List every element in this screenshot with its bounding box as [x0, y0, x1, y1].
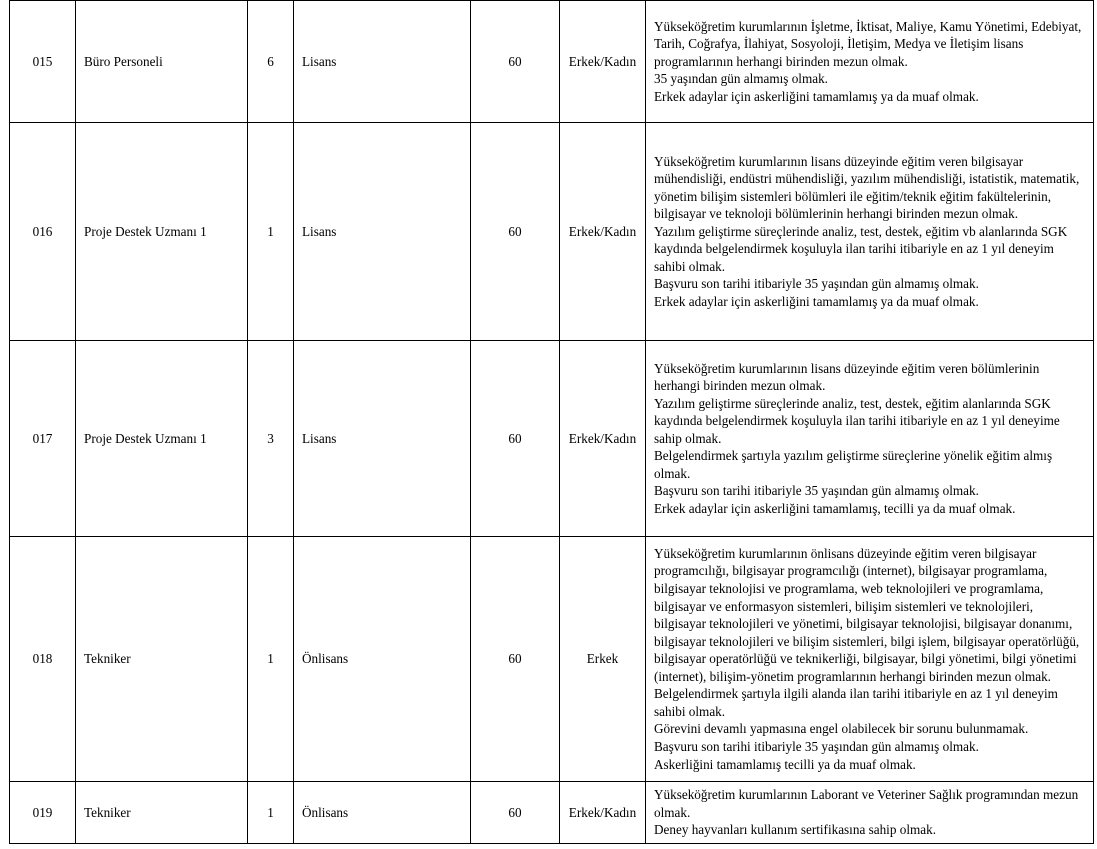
- cell-title: Büro Personeli: [76, 1, 248, 123]
- cell-kpss-score: 60: [471, 782, 560, 844]
- cell-count: 1: [248, 123, 294, 341]
- cell-gender: Erkek/Kadın: [560, 1, 646, 123]
- cell-requirements: [646, 341, 1094, 537]
- table-row: [10, 1, 1094, 123]
- cell-count: 3: [248, 341, 294, 537]
- requirement-line: Görevini devamlı yapmasına engel olabilecek bir sorunu bulunmamak.: [654, 721, 1029, 737]
- cell-gender: Erkek/Kadın: [560, 341, 646, 537]
- cell-code: 018: [10, 537, 76, 782]
- requirement-line: Erkek adaylar için askerliğini tamamlamış, tecilli ya da muaf olmak.: [654, 500, 1016, 516]
- table-row: [10, 123, 1094, 341]
- job-positions-table: [9, 0, 1094, 844]
- requirement-line: Belgelendirmek şartıyla ilgili alanda ilan tarihi itibariyle en az 1 yıl deneyim sahibi olmak.: [654, 686, 1058, 719]
- cell-title: Tekniker: [76, 537, 248, 782]
- cell-education: Önlisans: [294, 537, 471, 782]
- table-row: [10, 782, 1094, 844]
- cell-gender: Erkek/Kadın: [560, 782, 646, 844]
- cell-requirements: [646, 782, 1094, 844]
- requirement-line: Yükseköğretim kurumlarının İşletme, İktisat, Maliye, Kamu Yönetimi, Edebiyat, Tarih, Coğrafya, İlahiyat, Sosyoloji, İletişim, Medya ve İletişim lisans programlarının herhangi birinden mezun olmak.: [654, 18, 1082, 69]
- cell-code: 015: [10, 1, 76, 123]
- requirement-line: Başvuru son tarihi itibariyle 35 yaşından gün almamış olmak.: [654, 738, 979, 754]
- requirement-line: Yükseköğretim kurumlarının Laborant ve Veteriner Sağlık programından mezun olmak.: [654, 787, 1079, 820]
- requirement-line: Yazılım geliştirme süreçlerinde analiz, test, destek, eğitim vb alanlarında SGK kaydında belgelendirmek koşuluyla ilan tarihi itibariyle en az 1 yıl deneyim sahibi olmak.: [654, 223, 1068, 274]
- cell-count: 6: [248, 1, 294, 123]
- requirement-line: Başvuru son tarihi itibariyle 35 yaşından gün almamış olmak.: [654, 483, 979, 499]
- requirement-line: Yazılım geliştirme süreçlerinde analiz, test, destek, eğitim alanlarında SGK kaydında belgelendirmek koşuluyla ilan tarihi itibariyle en az 1 yıl deneyime sahip olmak.: [654, 395, 1060, 446]
- cell-kpss-score: 60: [471, 1, 560, 123]
- cell-requirements: [646, 537, 1094, 782]
- table-row: [10, 341, 1094, 537]
- cell-title: Tekniker: [76, 782, 248, 844]
- cell-gender: Erkek: [560, 537, 646, 782]
- requirement-line: Askerliğini tamamlamış tecilli ya da muaf olmak.: [654, 756, 916, 772]
- cell-code: 016: [10, 123, 76, 341]
- cell-kpss-score: 60: [471, 123, 560, 341]
- cell-code: 017: [10, 341, 76, 537]
- cell-requirements: [646, 1, 1094, 123]
- requirement-line: Başvuru son tarihi itibariyle 35 yaşından gün almamış olmak.: [654, 276, 979, 292]
- cell-count: 1: [248, 782, 294, 844]
- table-body: [10, 1, 1094, 844]
- cell-title: Proje Destek Uzmanı 1: [76, 123, 248, 341]
- cell-gender: Erkek/Kadın: [560, 123, 646, 341]
- table-row: [10, 537, 1094, 782]
- cell-kpss-score: 60: [471, 537, 560, 782]
- cell-count: 1: [248, 537, 294, 782]
- cell-requirements: [646, 123, 1094, 341]
- cell-education: Lisans: [294, 123, 471, 341]
- cell-code: 019: [10, 782, 76, 844]
- cell-education: Lisans: [294, 341, 471, 537]
- requirement-line: Erkek adaylar için askerliğini tamamlamış ya da muaf olmak.: [654, 293, 979, 309]
- requirement-line: 35 yaşından gün almamış olmak.: [654, 71, 828, 87]
- requirement-line: Yükseköğretim kurumlarının lisans düzeyinde eğitim veren bölümlerinin herhangi birinden mezun olmak.: [654, 360, 1040, 394]
- requirement-line: Erkek adaylar için askerliğini tamamlamış ya da muaf olmak.: [654, 88, 979, 104]
- requirement-line: Yükseköğretim kurumlarının lisans düzeyinde eğitim veren bilgisayar mühendisliği, endüstri mühendisliği, yazılım mühendisliği, istatistik, matematik, yönetim bilişim sistemleri bölümleri ile eğitim/teknik eğitim fakültelerinin, bilgisayar ve teknoloji bölümlerinin herhangi birinden mezun olmak.: [654, 153, 1080, 222]
- requirement-line: Deney hayvanları kullanım sertifikasına sahip olmak.: [654, 822, 936, 838]
- requirement-line: Belgelendirmek şartıyla yazılım geliştirme süreçlerine yönelik eğitim almış olmak.: [654, 448, 1053, 481]
- cell-title: Proje Destek Uzmanı 1: [76, 341, 248, 537]
- cell-kpss-score: 60: [471, 341, 560, 537]
- requirement-line: Yükseköğretim kurumlarının önlisans düzeyinde eğitim veren bilgisayar programcılığı, bilgisayar programcılığı (internet), bilgisayar programlama, bilgisayar teknolojisi ve programlama, web teknolojileri ve programlama, bilgisayar ve enformasyon sistemleri, bilişim sistemleri ve teknolojileri, bilgisayar teknolojileri ve yönetimi, bilgisayar teknolojisi, bilgisayar donanımı, bilgisayar teknolojileri ve bilişim sistemleri, bilgi işlem, bilgisayar operatörlüğü, bilgisayar operatörlüğü ve teknikerliği, bilgisayar, bilgi yönetimi, bilgi yönetimi (internet), bilişim-yönetim programlarının herhangi birinden mezun olmak.: [654, 545, 1080, 684]
- cell-education: Lisans: [294, 1, 471, 123]
- cell-education: Önlisans: [294, 782, 471, 844]
